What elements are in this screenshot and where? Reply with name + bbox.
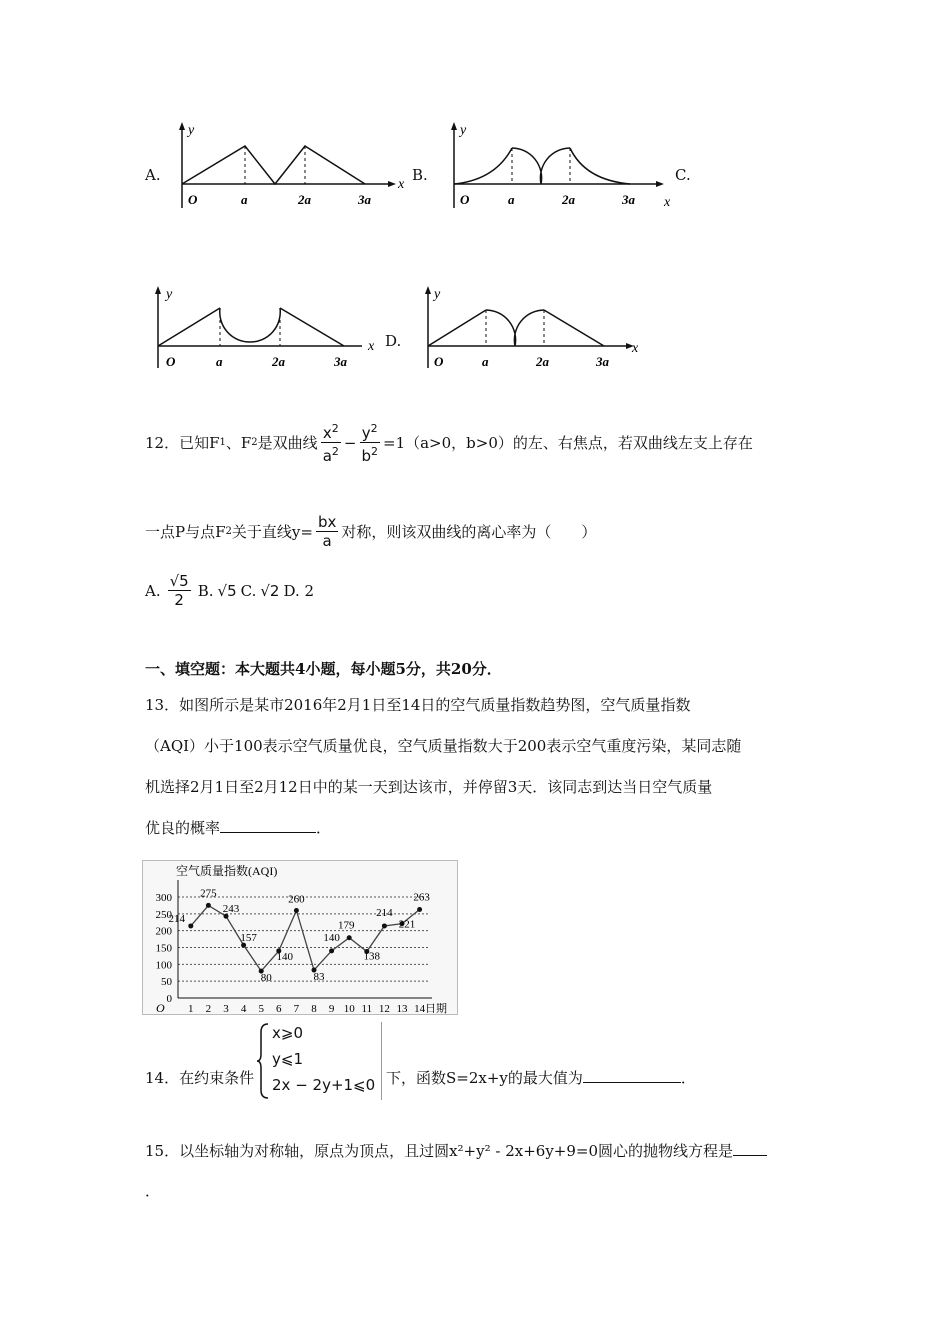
y-tick-label: 50 xyxy=(161,976,172,989)
constraint-1: x⩾0 xyxy=(272,1024,303,1042)
numerator: √5 xyxy=(169,572,189,590)
tick-a: a xyxy=(508,192,515,207)
x-tick-label: 7 xyxy=(293,1003,300,1015)
q12-text: 关于直线y= xyxy=(231,523,313,541)
option-b-label: B. xyxy=(197,581,214,600)
exponent: 2 xyxy=(371,445,378,458)
denominator: a xyxy=(322,447,332,465)
x-axis-label: x xyxy=(632,341,639,356)
origin-label: O xyxy=(460,192,470,207)
question-12-line-1 xyxy=(145,420,753,465)
x-tick-label: 2 xyxy=(205,1003,212,1015)
data-point xyxy=(294,908,299,913)
q12-text: 对称，则该双曲线的离心率为（ ） xyxy=(341,523,597,541)
graph-option-a xyxy=(170,118,415,218)
section-heading: 一、填空题：本大题共4小题，每小题5分，共20分． xyxy=(145,660,502,678)
question-15-line-2: ． xyxy=(145,1182,161,1200)
data-point xyxy=(188,923,193,928)
answer-blank[interactable] xyxy=(733,1155,767,1156)
origin-label: O xyxy=(434,354,444,369)
exponent: 2 xyxy=(331,445,339,458)
origin-label: O xyxy=(188,192,198,207)
question-14-prefix: 14．在约束条件 xyxy=(145,1069,255,1087)
constraint-system xyxy=(256,1022,384,1100)
y-axis-label: y xyxy=(434,287,441,302)
data-label: 214 xyxy=(376,906,393,919)
y-tick-label: 0 xyxy=(166,993,172,1005)
y-tick-label: 150 xyxy=(155,942,172,955)
data-label: 275 xyxy=(200,887,217,900)
divider xyxy=(381,1022,382,1100)
tick-3a: 3a xyxy=(622,192,635,207)
y-tick-label: 250 xyxy=(155,908,172,921)
question-15-line-1 xyxy=(145,1140,767,1161)
y-tick-label: 300 xyxy=(155,892,172,904)
x-axis-label: x xyxy=(664,195,671,210)
question-13-line-1: 13．如图所示是某市2016年2月1日至14日的空气质量指数趋势图，空气质量指数 xyxy=(145,696,691,714)
x-tick-label: 6 xyxy=(276,1003,282,1015)
option-d-label: D. xyxy=(385,332,402,350)
chart-title: 空气质量指数(AQI) xyxy=(176,864,278,878)
x-axis-label: x xyxy=(368,339,375,354)
numerator: y xyxy=(361,424,371,442)
minus-sign: − xyxy=(343,433,357,452)
y-axis-label: y xyxy=(188,123,195,138)
tick-3a: 3a xyxy=(596,354,609,369)
graph-option-b xyxy=(440,118,675,218)
constraint-3: 2x − 2y+1⩽0 xyxy=(272,1076,376,1094)
option-b-label: B. xyxy=(412,166,428,184)
exponent: 2 xyxy=(370,422,378,435)
x-tick-label: 12 xyxy=(378,1003,390,1015)
option-a-label: A. xyxy=(145,166,161,184)
option-b-value: √5 xyxy=(217,581,237,600)
x-tick-label: 14 xyxy=(414,1003,426,1015)
data-label: 138 xyxy=(363,950,381,963)
x-tick-label: 11 xyxy=(361,1003,373,1015)
data-label: 243 xyxy=(222,903,240,916)
tick-2a: 2a xyxy=(536,354,549,369)
data-point xyxy=(329,948,334,953)
tick-2a: 2a xyxy=(272,354,285,369)
x-tick-label: 9 xyxy=(328,1003,335,1015)
graph-option-d xyxy=(416,284,646,374)
q12-text: 12．已知F xyxy=(145,434,220,452)
option-a-value xyxy=(168,572,191,609)
q12-text: =1（a>0，b>0）的左、右焦点，若双曲线左支上存在 xyxy=(383,434,753,452)
data-label: 263 xyxy=(413,891,430,904)
x-tick-label: 4 xyxy=(240,1003,247,1015)
graph-option-c xyxy=(144,284,384,374)
x-tick-label: 8 xyxy=(311,1003,317,1015)
q12-text: 、F xyxy=(225,434,252,452)
answer-blank[interactable] xyxy=(220,832,316,833)
option-c-label: C. xyxy=(240,581,257,600)
y-axis-label: y xyxy=(460,123,467,138)
data-label: 214 xyxy=(168,912,186,925)
x-tick-label: 3 xyxy=(223,1003,229,1015)
q12-text: 是双曲线 xyxy=(257,434,318,452)
left-brace-icon xyxy=(256,1022,270,1100)
question-13-line-3: 机选择2月1日至2月12日中的某一天到达该市，并停留3天．该同志到达当日空气质量 xyxy=(145,778,713,796)
option-a-label: A. xyxy=(145,581,161,600)
question-13-line-2: （AQI）小于100表示空气质量优良，空气质量指数大于200表示空气重度污染，某同志随 xyxy=(145,737,742,755)
aqi-chart xyxy=(142,860,458,1015)
data-label: 80 xyxy=(260,972,272,985)
tick-a: a xyxy=(482,354,489,369)
fraction-x2-a2 xyxy=(321,420,341,465)
denominator: 2 xyxy=(174,591,184,609)
y-axis-label: y xyxy=(166,287,173,302)
subscript: 2 xyxy=(225,526,232,537)
data-label: 140 xyxy=(323,931,340,944)
denominator: a xyxy=(322,532,332,550)
q13-text: 优良的概率 xyxy=(145,819,221,837)
question-12-options xyxy=(145,572,314,609)
fraction-bx-a xyxy=(316,513,338,550)
tick-2a: 2a xyxy=(298,192,311,207)
tick-3a: 3a xyxy=(334,354,347,369)
origin-label: O xyxy=(166,354,176,369)
data-label: 83 xyxy=(313,971,325,984)
q12-text: 一点P与点F xyxy=(145,523,226,541)
data-label: 221 xyxy=(398,918,416,931)
data-label: 157 xyxy=(240,932,257,945)
x-tick-label: 1 xyxy=(188,1003,194,1015)
x-axis-label: x xyxy=(398,177,405,192)
data-point xyxy=(347,935,352,940)
constraint-2: y⩽1 xyxy=(272,1050,303,1068)
exponent: 2 xyxy=(331,422,339,435)
y-tick-label: 200 xyxy=(155,925,172,938)
question-12-line-2 xyxy=(145,513,596,550)
data-point xyxy=(206,903,211,908)
answer-blank[interactable] xyxy=(583,1082,681,1083)
data-label: 179 xyxy=(337,919,355,932)
x-tick-label: 13 xyxy=(396,1003,408,1015)
x-tick-label: 10 xyxy=(343,1003,355,1015)
option-c-label: C. xyxy=(675,166,691,184)
y-tick-label: 100 xyxy=(155,959,172,972)
question-13-line-4 xyxy=(145,817,331,838)
tick-3a: 3a xyxy=(358,192,371,207)
numerator: x xyxy=(322,424,332,442)
period: ． xyxy=(680,1069,696,1087)
q14-text: 下，函数S=2x+y的最大值为 xyxy=(386,1069,583,1087)
x-tick-label: 5 xyxy=(258,1003,264,1015)
denominator: b xyxy=(361,447,371,465)
subscript: 2 xyxy=(251,437,258,448)
tick-a: a xyxy=(241,192,248,207)
data-point xyxy=(417,907,422,912)
numerator: bx xyxy=(317,513,337,531)
tick-2a: 2a xyxy=(562,192,575,207)
origin-label: O xyxy=(156,1001,165,1015)
option-d-label: D. 2 xyxy=(283,581,315,600)
data-label: 140 xyxy=(276,950,294,963)
q15-text: 15．以坐标轴为对称轴，原点为顶点，且过圆x²+y² - 2x+6y+9=0圆心的抛物线方程是 xyxy=(145,1142,734,1160)
period: ． xyxy=(316,819,332,837)
fraction-y2-b2 xyxy=(359,420,380,465)
option-c-value: √2 xyxy=(260,581,280,600)
subscript: 1 xyxy=(219,437,226,448)
tick-a: a xyxy=(216,354,223,369)
data-point xyxy=(382,923,387,928)
data-label: 260 xyxy=(288,893,305,906)
question-14-suffix xyxy=(386,1067,696,1088)
x-axis-title: 日期 xyxy=(425,1003,447,1015)
